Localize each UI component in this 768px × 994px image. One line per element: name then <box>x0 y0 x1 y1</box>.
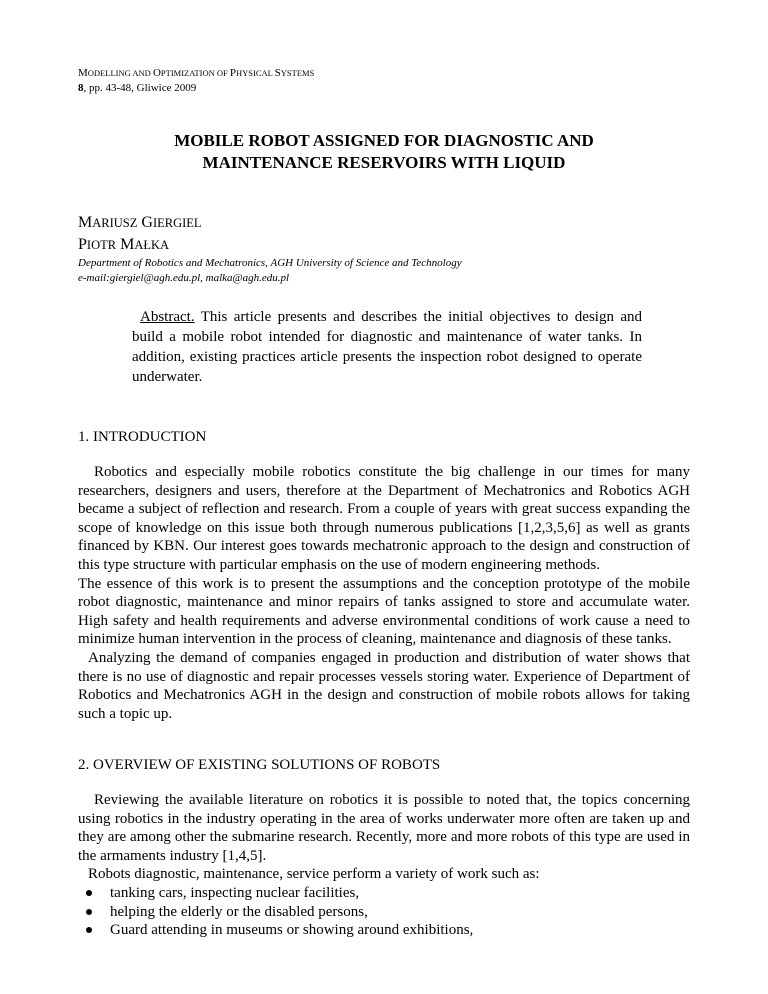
paragraph: Reviewing the available literature on robotics it is possible to noted that, the topics concerning using robotics in the industry operating in the area of works underwater more often are taken up and they are among other the submarine research. Recently, more and more robots of this type are used in the armaments industry [1,4,5]. <box>78 792 690 864</box>
paper-title <box>100 130 668 174</box>
journal-name-part: M <box>78 67 88 79</box>
journal-name <box>78 66 314 81</box>
affiliation-block <box>78 256 462 286</box>
list-item: helping the elderly or the disabled persons, <box>78 903 690 922</box>
paragraph: Analyzing the demand of companies engaged in production and distribution of water shows that there is no use of diagnostic and repair processes vessels storing water. Experience of Department of Robotics and Mechatronics AGH in the design and construction of mobile robots allows for taking such a topic up. <box>78 649 690 722</box>
bullet-icon <box>86 909 92 915</box>
paragraph: The essence of this work is to present the assumptions and the conception prototype of the mobile robot diagnostic, maintenance and minor repairs of tanks assigned to store and accumulate water. High safety and health requirements and adverse environmental conditions of work cause a need to minimize human intervention in the process of cleaning, maintenance and diagnosis of these tanks. <box>78 575 690 648</box>
section-heading-introduction: 1. INTRODUCTION <box>78 429 207 445</box>
abstract <box>132 307 642 387</box>
paragraph: Robotics and especially mobile robotics constitute the big challenge in our times for many researchers, designers and users, therefore at the Department of Mechatronics and Robotics AGH became a subject of reflection and research. From a couple of years with great success expanding the scope of knowledge on this issue both through numerous publications [1,2,3,5,6] as well as grants financed by KBN. Our interest goes towards mechatronic approach to the design and construction of this type structure with particular emphasis on the use of modern engineering methods. <box>78 464 690 573</box>
title-line-1: MOBILE ROBOT ASSIGNED FOR DIAGNOSTIC AND <box>174 131 594 150</box>
journal-header <box>78 66 314 96</box>
journal-name-part: PTIMIZATION OF <box>160 68 230 78</box>
author-name: MARIUSZ GIERGIEL <box>78 214 202 231</box>
bullet-list <box>78 884 690 940</box>
journal-name-part: P <box>229 67 236 79</box>
affiliation: Department of Robotics and Mechatronics, AGH University of Science and Technology <box>78 257 462 269</box>
authors-block <box>78 212 202 256</box>
paragraph: Robots diagnostic, maintenance, service perform a variety of work such as: <box>88 866 540 883</box>
journal-name-part: O <box>152 67 161 79</box>
journal-name-part: ODELLING AND <box>87 68 153 78</box>
journal-name-part: S <box>274 67 281 79</box>
abstract-text: This article presents and describes the initial objectives to design and build a mobile robot intended for diagnostic and maintenance of water tanks. In addition, existing practices article presents the inspection robot designed to operate underwater. <box>132 309 642 385</box>
journal-name-part: HYSICAL <box>235 68 275 78</box>
title-line-2: MAINTENANCE RESERVOIRS WITH LIQUID <box>202 153 566 172</box>
bullet-icon <box>86 890 92 896</box>
journal-pages: , pp. 43-48, Gliwice 2009 <box>83 82 197 94</box>
author-emails: e-mail:giergiel@agh.edu.pl, malka@agh.edu.pl <box>78 272 290 284</box>
list-item: tanking cars, inspecting nuclear facilities, <box>78 884 690 903</box>
journal-volume: 8 <box>78 82 84 94</box>
journal-citation <box>78 81 314 96</box>
list-item: Guard attending in museums or showing around exhibitions, <box>78 921 690 940</box>
introduction-body <box>78 463 690 723</box>
journal-name-part: YSTEMS <box>280 68 315 78</box>
author-name: PIOTR MAŁKA <box>78 236 170 253</box>
section-heading-overview: 2. OVERVIEW OF EXISTING SOLUTIONS OF ROBOTS <box>78 757 441 773</box>
bullet-icon <box>86 927 92 933</box>
overview-body <box>78 791 690 940</box>
abstract-label: Abstract. <box>140 309 195 325</box>
